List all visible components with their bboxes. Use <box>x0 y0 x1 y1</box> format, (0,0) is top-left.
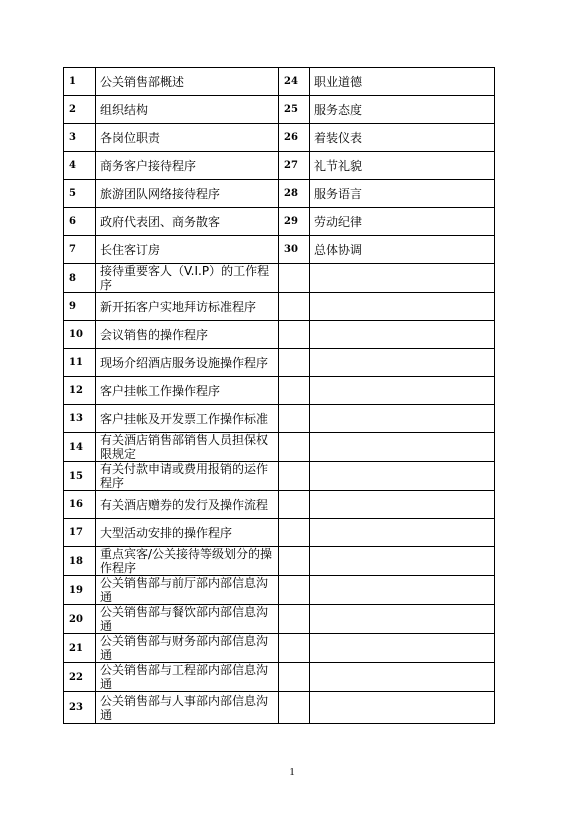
table-row <box>64 293 495 321</box>
left-item-number: 11 <box>64 349 96 377</box>
right-item-number <box>279 547 310 576</box>
right-item-number <box>279 663 310 692</box>
left-item-title: 公关销售部与人事部内部信息沟通 <box>96 692 279 724</box>
left-item-number: 23 <box>64 692 96 724</box>
right-item-number <box>279 293 310 321</box>
left-item-title: 有关付款申请或费用报销的运作程序 <box>96 462 279 491</box>
right-item-title <box>310 349 495 377</box>
right-item-number <box>279 349 310 377</box>
table-row <box>64 547 495 576</box>
right-item-title <box>310 491 495 519</box>
left-item-title: 会议销售的操作程序 <box>96 321 279 349</box>
right-item-number <box>279 692 310 724</box>
left-item-number: 12 <box>64 377 96 405</box>
table-row <box>64 208 495 236</box>
right-item-title <box>310 433 495 462</box>
right-item-number <box>279 605 310 634</box>
right-item-title <box>310 547 495 576</box>
right-item-title <box>310 462 495 491</box>
left-item-title: 公关销售部概述 <box>96 68 279 96</box>
left-item-number: 17 <box>64 519 96 547</box>
table-row <box>64 152 495 180</box>
left-item-title: 有关酒店赠券的发行及操作流程 <box>96 491 279 519</box>
right-item-number: 26 <box>279 124 310 152</box>
right-item-number <box>279 576 310 605</box>
left-item-number: 8 <box>64 264 96 293</box>
table-row <box>64 349 495 377</box>
right-item-number <box>279 377 310 405</box>
left-item-number: 3 <box>64 124 96 152</box>
left-item-title: 公关销售部与餐饮部内部信息沟通 <box>96 605 279 634</box>
table-row <box>64 124 495 152</box>
table-row <box>64 663 495 692</box>
right-item-number: 24 <box>279 68 310 96</box>
left-item-number: 13 <box>64 405 96 433</box>
right-item-number: 30 <box>279 236 310 264</box>
left-item-number: 16 <box>64 491 96 519</box>
table-row <box>64 576 495 605</box>
left-item-title: 有关酒店销售部销售人员担保权限规定 <box>96 433 279 462</box>
right-item-number <box>279 264 310 293</box>
right-item-number <box>279 321 310 349</box>
table-row <box>64 321 495 349</box>
right-item-number <box>279 405 310 433</box>
left-item-title: 接待重要客人（V.I.P）的工作程序 <box>96 264 279 293</box>
table-row <box>64 96 495 124</box>
right-item-title: 服务态度 <box>310 96 495 124</box>
table-row <box>64 433 495 462</box>
table-row <box>64 692 495 724</box>
left-item-number: 9 <box>64 293 96 321</box>
left-item-number: 7 <box>64 236 96 264</box>
page-number: 1 <box>289 766 295 778</box>
left-item-number: 1 <box>64 68 96 96</box>
right-item-title <box>310 634 495 663</box>
left-item-title: 公关销售部与财务部内部信息沟通 <box>96 634 279 663</box>
right-item-title <box>310 405 495 433</box>
table-row <box>64 405 495 433</box>
right-item-title: 礼节礼貌 <box>310 152 495 180</box>
left-item-title: 客户挂帐及开发票工作操作标准 <box>96 405 279 433</box>
right-item-title <box>310 605 495 634</box>
right-item-title: 职业道德 <box>310 68 495 96</box>
table-row <box>64 519 495 547</box>
left-item-number: 14 <box>64 433 96 462</box>
left-item-title: 重点宾客/公关接待等级划分的操作程序 <box>96 547 279 576</box>
left-item-number: 18 <box>64 547 96 576</box>
left-item-title: 各岗位职责 <box>96 124 279 152</box>
right-item-number <box>279 634 310 663</box>
left-item-number: 15 <box>64 462 96 491</box>
right-item-title <box>310 264 495 293</box>
table-row <box>64 634 495 663</box>
right-item-title: 着装仪表 <box>310 124 495 152</box>
left-item-title: 组织结构 <box>96 96 279 124</box>
right-item-title <box>310 663 495 692</box>
right-item-number <box>279 433 310 462</box>
table-row <box>64 377 495 405</box>
right-item-title <box>310 519 495 547</box>
right-item-title <box>310 293 495 321</box>
left-item-number: 5 <box>64 180 96 208</box>
right-item-title <box>310 692 495 724</box>
right-item-number: 27 <box>279 152 310 180</box>
left-item-title: 商务客户接待程序 <box>96 152 279 180</box>
left-item-number: 10 <box>64 321 96 349</box>
left-item-title: 长住客订房 <box>96 236 279 264</box>
left-item-title: 政府代表团、商务散客 <box>96 208 279 236</box>
right-item-number: 29 <box>279 208 310 236</box>
left-item-number: 21 <box>64 634 96 663</box>
contents-table <box>63 67 495 724</box>
right-item-title <box>310 576 495 605</box>
table-row <box>64 236 495 264</box>
left-item-number: 2 <box>64 96 96 124</box>
right-item-title: 劳动纪律 <box>310 208 495 236</box>
right-item-title: 总体协调 <box>310 236 495 264</box>
left-item-number: 19 <box>64 576 96 605</box>
table-row <box>64 491 495 519</box>
table-row <box>64 605 495 634</box>
table-row <box>64 264 495 293</box>
table-row <box>64 68 495 96</box>
left-item-title: 公关销售部与前厅部内部信息沟通 <box>96 576 279 605</box>
table-row <box>64 180 495 208</box>
right-item-title <box>310 377 495 405</box>
left-item-title: 大型活动安排的操作程序 <box>96 519 279 547</box>
left-item-number: 4 <box>64 152 96 180</box>
left-item-title: 公关销售部与工程部内部信息沟通 <box>96 663 279 692</box>
table-row <box>64 462 495 491</box>
right-item-number: 28 <box>279 180 310 208</box>
contents-table-body <box>64 68 495 724</box>
left-item-number: 6 <box>64 208 96 236</box>
left-item-title: 现场介绍酒店服务设施操作程序 <box>96 349 279 377</box>
right-item-number <box>279 519 310 547</box>
right-item-number: 25 <box>279 96 310 124</box>
left-item-title: 客户挂帐工作操作程序 <box>96 377 279 405</box>
left-item-number: 20 <box>64 605 96 634</box>
right-item-title: 服务语言 <box>310 180 495 208</box>
left-item-title: 旅游团队网络接待程序 <box>96 180 279 208</box>
right-item-number <box>279 491 310 519</box>
left-item-title: 新开拓客户实地拜访标准程序 <box>96 293 279 321</box>
right-item-title <box>310 321 495 349</box>
right-item-number <box>279 462 310 491</box>
left-item-number: 22 <box>64 663 96 692</box>
